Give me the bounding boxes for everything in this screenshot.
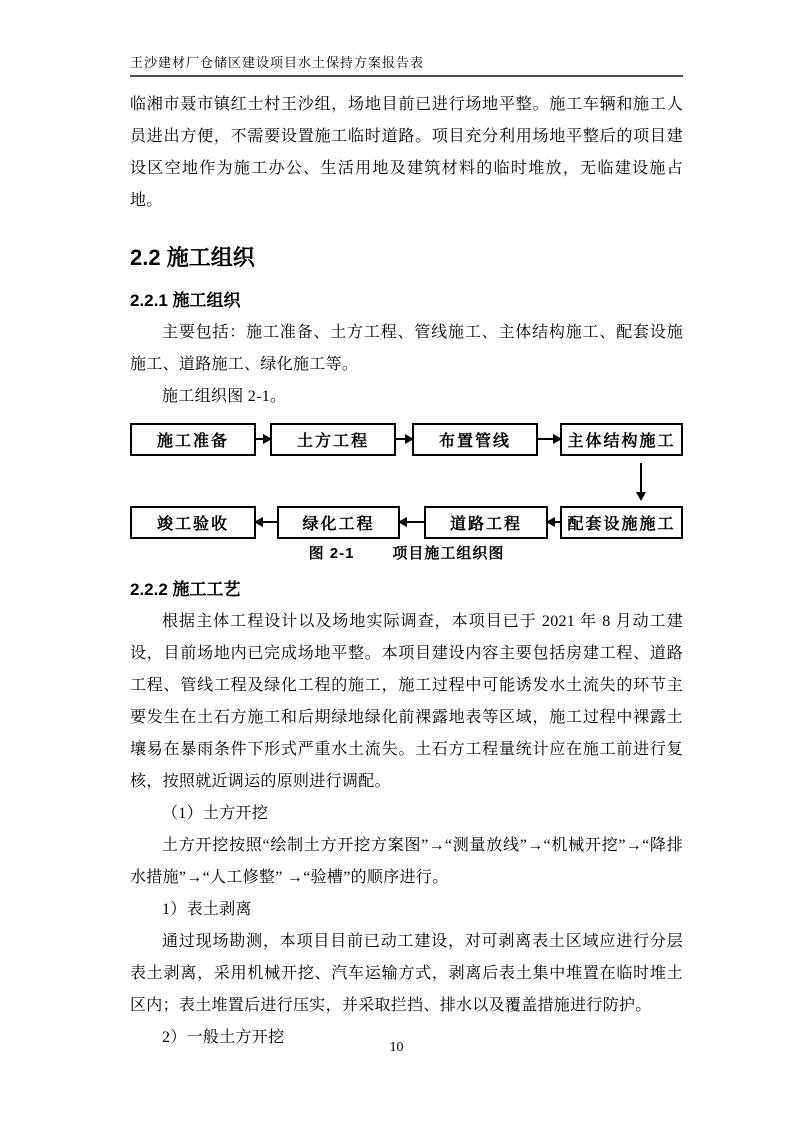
arrow-left-icon (256, 521, 277, 523)
list-item-topsoil-title: 1）表土剥离 (162, 901, 252, 918)
figure-caption-label: 图 2-1 (308, 545, 355, 562)
paragraph-2-2-1-scope: 主要包括：施工准备、土方工程、管线施工、主体结构施工、配套设施施工、道路施工、绿化施工等。 (130, 324, 683, 373)
flow-box-construction-prep: 施工准备 (130, 423, 256, 456)
list-item-general-excavation-title: 2）一般土方开挖 (162, 1029, 285, 1046)
arrow-left-icon (548, 521, 560, 523)
figure-caption (130, 542, 683, 563)
flow-box-earthwork: 土方工程 (270, 423, 396, 456)
page-content (130, 52, 683, 1054)
page-number: 10 (389, 1040, 404, 1055)
arrow-right-icon (396, 438, 412, 440)
section-title-2-2-2: 2.2.2 施工工艺 (130, 580, 241, 599)
paragraph-2-2-2-overview: 根据主体工程设计以及场地实际调查，本项目已于 2021 年 8 月动工建设，目前场地内已完成场地平整。本项目建设内容主要包括房建工程、道路工程、管线工程及绿化工程的施工，施工过程中可能诱发水土流失的环节主要发生在土石方施工和后期绿地绿化前裸露地表等区域，施工过程中裸露土壤易在暴雨条件下形式严重水土流失。土石方工程量统计应在施工前进行复核，按照就近调运的原则进行调配。 (130, 613, 683, 790)
flow-box-greening-works: 绿化工程 (277, 506, 400, 539)
paragraph-2-2-1-figure-ref: 施工组织图 2-1。 (162, 388, 287, 405)
arrow-right-icon (256, 438, 270, 440)
flow-box-supporting-facilities: 配套设施施工 (560, 506, 683, 539)
section-title-2-2: 2.2 施工组织 (130, 245, 255, 270)
flow-box-completion-acceptance: 竣工验收 (130, 506, 256, 539)
section-title-2-2-1: 2.2.1 施工组织 (130, 291, 241, 310)
flow-box-pipeline-layout: 布置管线 (412, 423, 538, 456)
arrow-left-icon (400, 521, 424, 523)
paragraph-excavation-sequence: 土方开挖按照“绘制土方开挖方案图”→“测量放线”→“机械开挖”→“降排水措施”→“人工修整” →“验槽”的顺序进行。 (130, 837, 683, 886)
flow-box-road-works: 道路工程 (424, 506, 548, 539)
arrow-right-icon (538, 438, 560, 440)
flow-box-main-structure: 主体结构施工 (560, 423, 683, 456)
paragraph-topsoil-stripping: 通过现场勘测，本项目目前已动工建设，对可剥离表土区域应进行分层表土剥离，采用机械开挖、汽车运输方式，剥离后表土集中堆置在临时堆土区内；表土堆置后进行压实，并采取拦挡、排水以及覆盖措施进行防护。 (130, 933, 683, 1014)
list-item-excavation-title: （1）土方开挖 (162, 805, 269, 822)
construction-flowchart (130, 423, 683, 565)
document-header: 王沙建材厂仓储区建设项目水土保持方案报告表 (130, 52, 683, 77)
intro-paragraph: 临湘市聂市镇红士村王沙组，场地目前已进行场地平整。施工车辆和施工人员进出方便，不需要设置施工临时道路。项目充分利用场地平整后的项目建设区空地作为施工办公、生活用地及建筑材料的临时堆放，无临建设施占地。 (130, 96, 683, 209)
arrow-down-icon (640, 463, 642, 493)
figure-caption-text: 项目施工组织图 (392, 545, 505, 562)
